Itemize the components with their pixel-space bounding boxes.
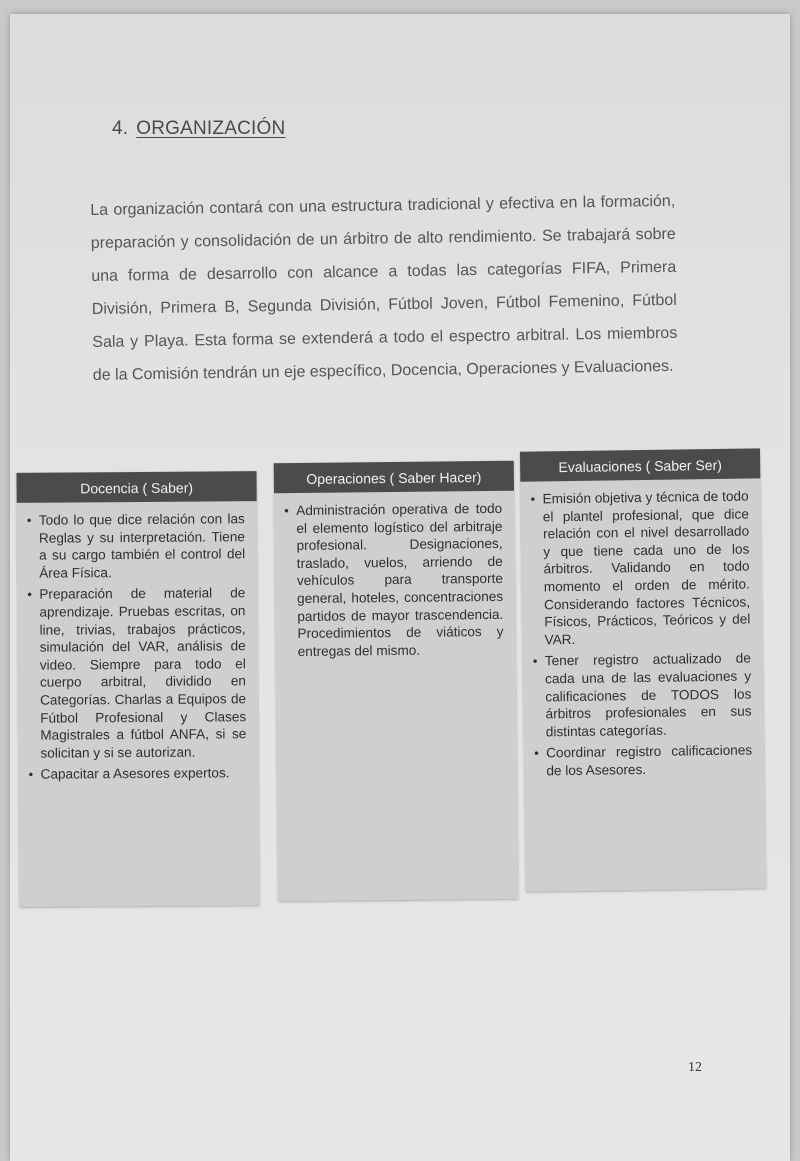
column-header-operaciones: Operaciones ( Saber Hacer) [274, 461, 514, 494]
column-docencia [16, 471, 259, 907]
column-list-evaluaciones [520, 478, 764, 780]
section-title: ORGANIZACIÓN [136, 118, 286, 139]
column-list-operaciones [274, 491, 516, 661]
section-number: 4. [112, 118, 129, 139]
column-header-docencia: Docencia ( Saber) [16, 471, 256, 503]
list-item: • Administración operativa de todo el elemento logístico del arbitraje profesional. Designaciones, traslado, vuelos, arriendo de vehículos para transporte general, hoteles, concentraciones partidos de mayor trascendencia. Procedimientos de viáticos y entregas del mismo. [284, 500, 504, 661]
list-item: • Tener registro actualizado de cada una de las evaluaciones y calificaciones de TODOS los árbitros profesionales en sus distintas categorías. [533, 650, 752, 741]
list-item: • Capacitar a Asesores expertos. [29, 765, 247, 784]
column-operaciones [274, 461, 519, 901]
list-item: • Coordinar registro calificaciones de los Asesores. [534, 742, 752, 780]
column-evaluaciones [520, 448, 766, 891]
list-item: • Todo lo que dice relación con las Reglas y su interpretación. Tiene a su cargo también el control del Área Física. [27, 510, 245, 582]
section-heading [112, 118, 285, 140]
list-item: • Emisión objetiva y técnica de todo el plantel profesional, que dice relación con el nivel desarrollado y que tiene cada uno de los árbitros. Validando en todo momento el orden de mérito. Considerando factores Técnicos, Físicos, Prácticos, Teóricos y del VAR. [530, 488, 750, 649]
page-number: 12 [688, 1060, 702, 1075]
intro-paragraph: La organización contará con una estructura tradicional y efectiva en la formación, preparación y consolidación de un árbitro de alto rendimiento. Se trabajará sobre una forma de desarrollo con alcance a todas las categorías FIFA, Primera División, Primera B, Segunda División, Fútbol Joven, Fútbol Femenino, Fútbol Sala y Playa. Esta forma se extenderá a todo el espectro arbitral. Los miembros de la Comisión tendrán un eje específico, Docencia, Operaciones y Evaluaciones. [90, 192, 678, 384]
list-item: • Preparación de material de aprendizaje. Pruebas escritas, on line, trivias, trabajos prácticos, simulación del VAR, análisis de video. Siempre para todo el cuerpo arbitral, dividido en Categorías. Charlas a Equipos de Fútbol Profesional y Clases Magistrales a fútbol ANFA, si se solicitan y si se autorizan. [27, 585, 246, 762]
column-header-evaluaciones: Evaluaciones ( Saber Ser) [520, 448, 760, 481]
column-list-docencia [17, 501, 259, 784]
